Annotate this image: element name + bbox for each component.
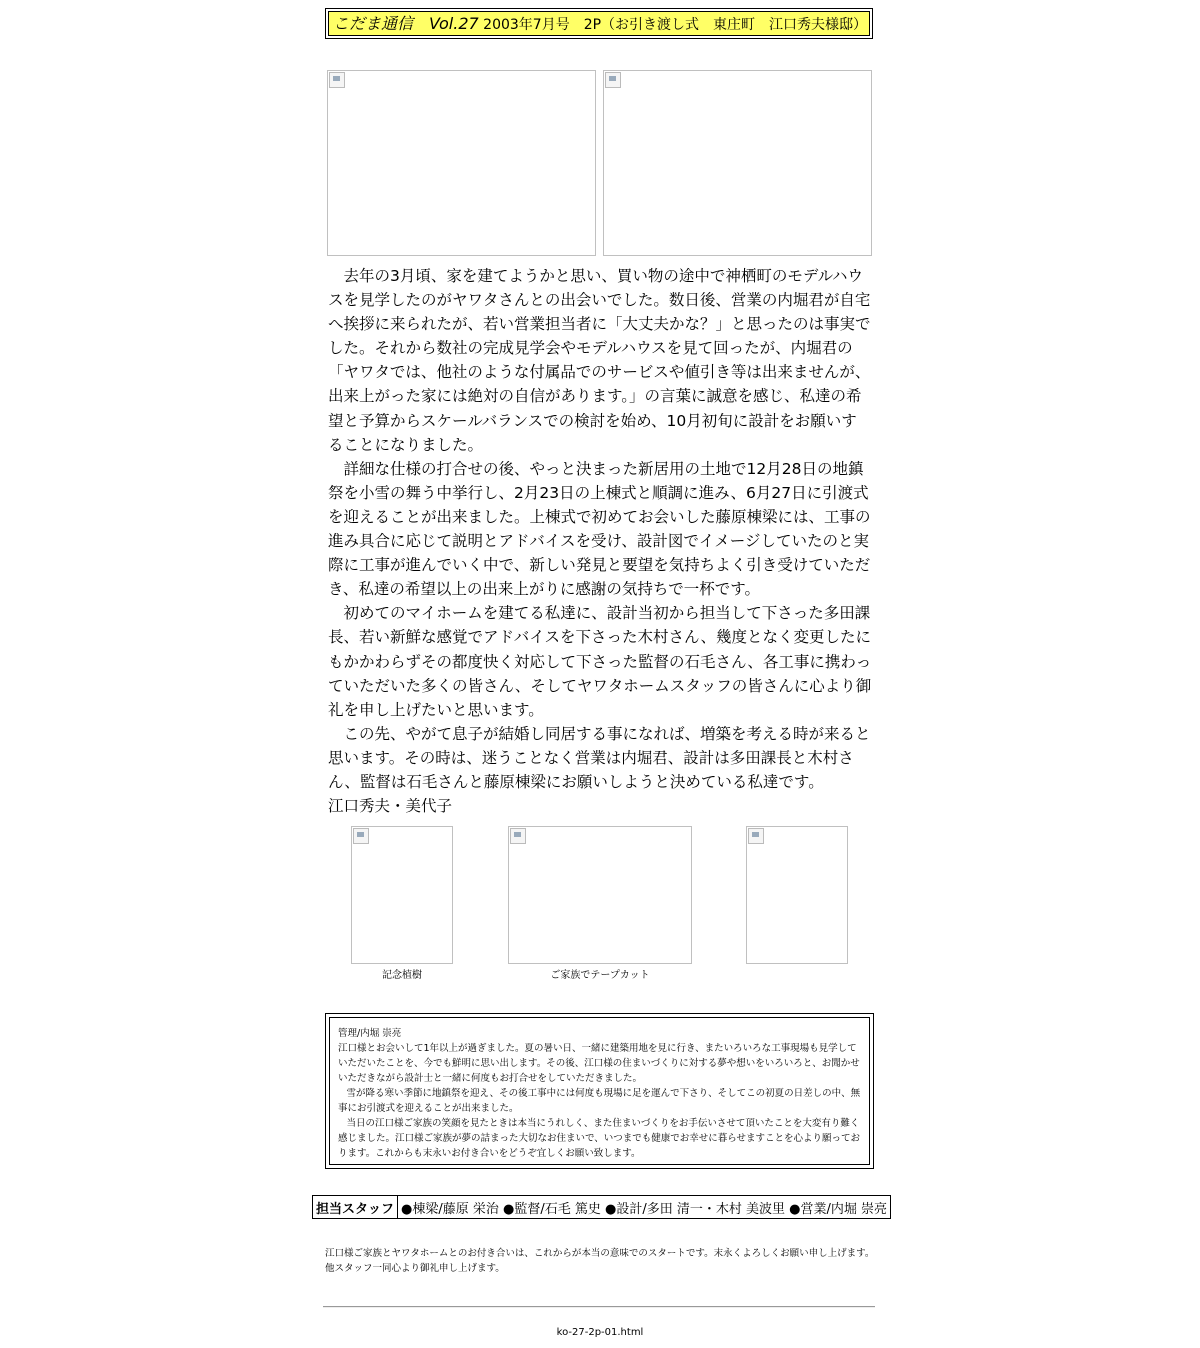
header-banner	[328, 11, 870, 36]
staff-members: ●棟梁/藤原 栄治 ●監督/石毛 篤史 ●設計/多田 清一・木村 美波里 ●営業/内堀 崇亮	[398, 1196, 891, 1219]
letter-paragraph: 初めてのマイホームを建てる私達に、設計当初から担当して下さった多田課長、若い新鮮な感覚でアドバイスを下さった木村さん、幾度となく変更したにもかかわらずその都度快く対応して下さった監督の石毛さん、各工事に携わっていただいた多くの皆さん、そしてヤワタホームスタッフの皆さんに心より御礼を申し上げたいと思います。	[328, 604, 872, 719]
letter-paragraph: 詳細な仕様の打合せの後、やっと決まった新居用の土地で12月28日の地鎮祭を小雪の舞う中挙行し、2月23日の上棟式と順調に進み、6月27日に引渡式を迎えることが出来ました。上棟式で初めてお会いした藤原棟梁には、工事の進み具合に応じて説明とアドバイスを受け、設計図でイメージしていたのと実際に工事が進んでいく中で、新しい発見と要望を気持ちよく引き受けていただき、私達の希望以上の出来上がりに感謝の気持ちで一杯です。	[328, 459, 871, 599]
manager-heading: 管理/内堀 崇亮	[338, 1028, 402, 1039]
manager-message-box	[325, 1013, 874, 1169]
staff-table	[312, 1195, 891, 1219]
photo-top-left	[327, 70, 596, 256]
letter-signature: 江口秀夫・美代子	[328, 797, 453, 816]
manager-paragraph: 当日の江口様ご家族の笑顔を見たときは本当にうれしく、また住まいづくりをお手伝いさせて頂いたことを大変有り難く感じました。江口様ご家族が夢の詰まった大切なお住まいで、いつまでも健康でお幸せに暮らせますことを心より願っております。これからも末永いお付き合いをどうぞ宜しくお願い致します。	[338, 1118, 861, 1159]
caption-tree-planting: 記念植樹	[382, 970, 422, 981]
horizontal-rule	[323, 1306, 875, 1308]
footer-filename: ko-27-2p-01.html	[556, 1327, 644, 1338]
customer-letter	[328, 264, 872, 818]
photo-top-right	[603, 70, 872, 256]
staff-row	[313, 1196, 891, 1219]
letter-paragraph: この先、やがて息子が結婚し同居する事になれば、増築を考える時が来ると思います。その時は、迷うことなく営業は内堀君、設計は多田課長と木村さん、監督は石毛さんと藤原棟梁にお願いしようと決めている私達です。	[328, 724, 871, 791]
photo-tree-planting	[351, 826, 453, 964]
manager-paragraph: 雪が降る寒い季節に地鎮祭を迎え、その後工事中には何度も現場に足を運んで下さり、そしてこの初夏の日差しの中、無事にお引渡式を迎えることが出来ました。	[338, 1088, 861, 1114]
caption-tape-cutting: ご家族でテープカット	[550, 970, 650, 981]
photo-tape-cutting	[508, 826, 692, 964]
closing-message: 江口様ご家族とヤワタホームとのお付き合いは、これからが本当の意味でのスタートです。末永くよろしくお願い申し上げます。他スタッフ一同心より御礼申し上げます。	[325, 1248, 875, 1274]
photo-family	[746, 826, 848, 964]
manager-message-inner	[329, 1017, 870, 1165]
header-info: 2003年7月号 2P（お引き渡し式 東庄町 江口秀夫様邸）	[483, 17, 868, 33]
letter-paragraph: 去年の3月頃、家を建てようかと思い、買い物の途中で神栖町のモデルハウスを見学したのがヤワタさんとの出会いでした。数日後、営業の内堀君が自宅へ挨拶に来られたが、若い営業担当者に「大丈夫かな？」と思ったのは事実でした。それから数社の完成見学会やモデルハウスを見て回ったが、内堀君の「ヤワタでは、他社のような付属品でのサービスや値引き等は出来ませんが、出来上がった家には絶対の自信があります。」の言葉に誠意を感じ、私達の希望と予算からスケールバランスでの検討を始め、10月初旬に設計をお願いすることになりました。	[328, 267, 871, 454]
header-title: こだま通信 Vol.27	[333, 14, 479, 33]
newsletter-header	[325, 8, 873, 39]
staff-label: 担当スタッフ	[313, 1196, 398, 1219]
manager-paragraph: 江口様とお会いして1年以上が過ぎました。夏の暑い日、一緒に建築用地を見に行き、またいろいろな工事現場も見学していただいたことを、今でも鮮明に思い出します。その後、江口様の住まいづくりに対する夢や想いをいろいろと、お聞かせいただきながら設計士と一緒に何度もお打合せをしていただきました。	[338, 1043, 860, 1084]
